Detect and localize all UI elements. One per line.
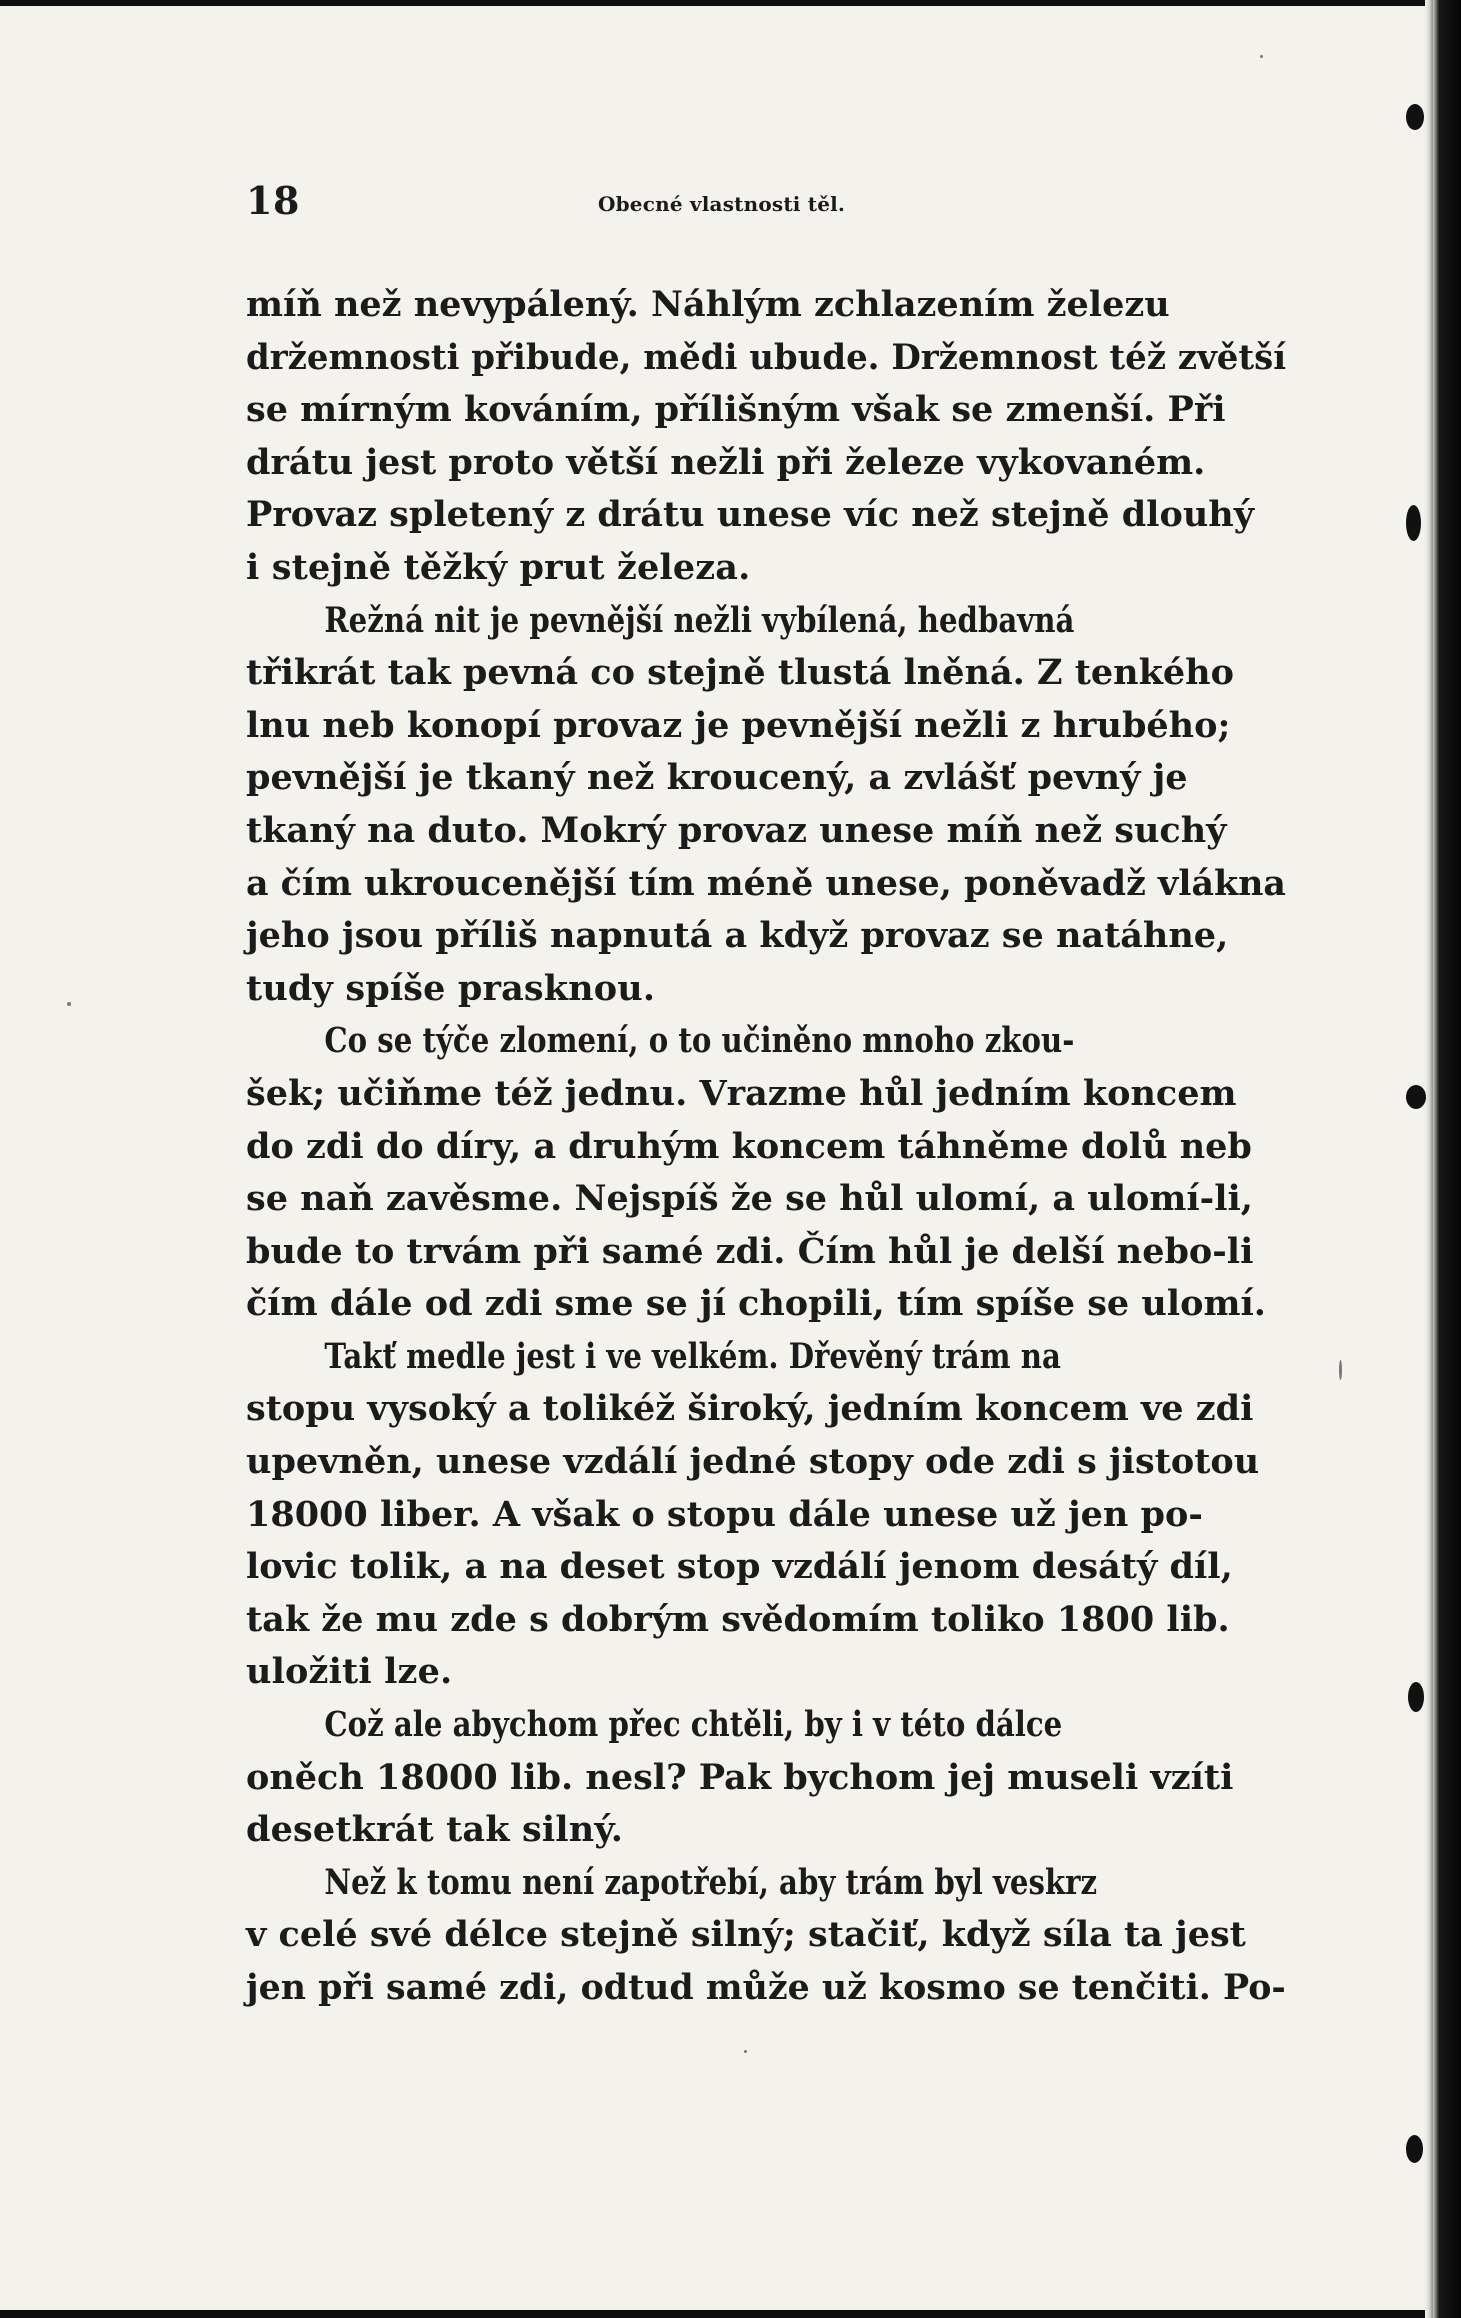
page-binding-shadow [1425,0,1433,2318]
text-line: drátu jest proto větší nežli při železe vykovaném. [246,441,1206,483]
text-line: míň než nevypálený. Náhlým zchlazením železu [246,284,1170,325]
text-line: jen při samé zdi, odtud může už kosmo se tenčiti. Po- [246,1967,1286,2008]
book-page [246,160,1287,2008]
page-header [246,160,1286,255]
binding-mark [1406,104,1424,130]
text-line: lnu neb konopí provaz je pevnější nežli z hrubého; [246,704,1231,746]
text-line: a čím ukroucenější tím méně unese, poněvadž vlákna [246,862,1286,904]
text-line: tak že mu zde s dobrým svědomím toliko 1800 lib. [246,1598,1230,1640]
text-line: se naň zavěsme. Nejspíš že se hůl ulomí, a ulomí-li, [246,1178,1253,1220]
text-line: desetkrát tak silný. [246,1809,624,1851]
text-line: čím dále od zdi sme se jí chopili, tím spíše se ulomí. [246,1283,1266,1325]
text-line: Provaz spletený z drátu unese víc než stejně dlouhý [246,494,1255,536]
text-line: jeho jsou příliš napnutá a když provaz se natáhne, [246,915,1229,957]
binding-mark [1406,2135,1423,2163]
scan-top-border [0,0,1461,6]
paragraph-first-line: Takť medle jest i ve velkém. Dřevěný trám na [324,1335,1061,1377]
paragraph-first-line: Co se týče zlomení, o to učiněno mnoho zkou- [324,1020,1075,1062]
text-line: 18000 liber. A však o stopu dále unese už jen po- [246,1493,1203,1535]
text-line: tkaný na duto. Mokrý provaz unese míň než suchý [246,809,1227,851]
text-line: bude to trvám při samé zdi. Čím hůl je delší nebo-li [246,1230,1254,1272]
paper-speck [744,2050,747,2053]
text-line: tudy spíše prasknou. [246,967,656,1009]
paragraph-first-line: Což ale abychom přec chtěli, by i v této dálce [324,1704,1063,1746]
binding-mark [1406,1085,1426,1109]
paragraph-first-line: Než k tomu není zapotřebí, aby trám byl veskrz [324,1861,1098,1903]
binding-mark [1408,1682,1424,1712]
text-line: šek; učiňme též jednu. Vrazme hůl jedním koncem [246,1072,1237,1114]
text-line: uložiti lze. [246,1651,453,1693]
text-line: třikrát tak pevná co stejně tlustá lněná. Z tenkého [246,652,1234,694]
text-line: v celé své délce stejně silný; stačiť, když síla ta jest [246,1914,1246,1956]
paper-speck [1339,1360,1342,1380]
running-head: Obecné vlastnosti těl. [598,192,846,216]
scan-right-border [1433,0,1461,2318]
text-line: se mírným kováním, přílišným však se zmenší. Při [246,389,1226,431]
paper-speck [1260,55,1263,58]
page-number: 18 [246,178,300,223]
text-line: držemnosti přibude, mědi ubude. Držemnost též zvětší [246,336,1287,378]
text-line: oněch 18000 lib. nesl? Pak bychom jej museli vzíti [246,1756,1234,1798]
text-line: do zdi do díry, a druhým koncem táhněme dolů neb [246,1125,1252,1167]
text-line: upevněn, unese vzdálí jedné stopy ode zdi s jistotou [246,1441,1260,1483]
scan-bottom-border [0,2310,1461,2318]
paragraph-first-line: Režná nit je pevnější nežli vybílená, hedbavná [324,599,1075,641]
binding-mark [1406,505,1421,541]
text-line: lovic tolik, a na deset stop vzdálí jenom desátý díl, [246,1546,1233,1588]
text-line: stopu vysoký a tolikéž široký, jedním koncem ve zdi [246,1388,1254,1430]
text-line: i stejně těžký prut železa. [246,546,751,588]
body-text [246,279,1286,2015]
paper-speck [67,1002,71,1006]
text-line: pevnější je tkaný než kroucený, a zvlášť pevný je [246,757,1188,799]
